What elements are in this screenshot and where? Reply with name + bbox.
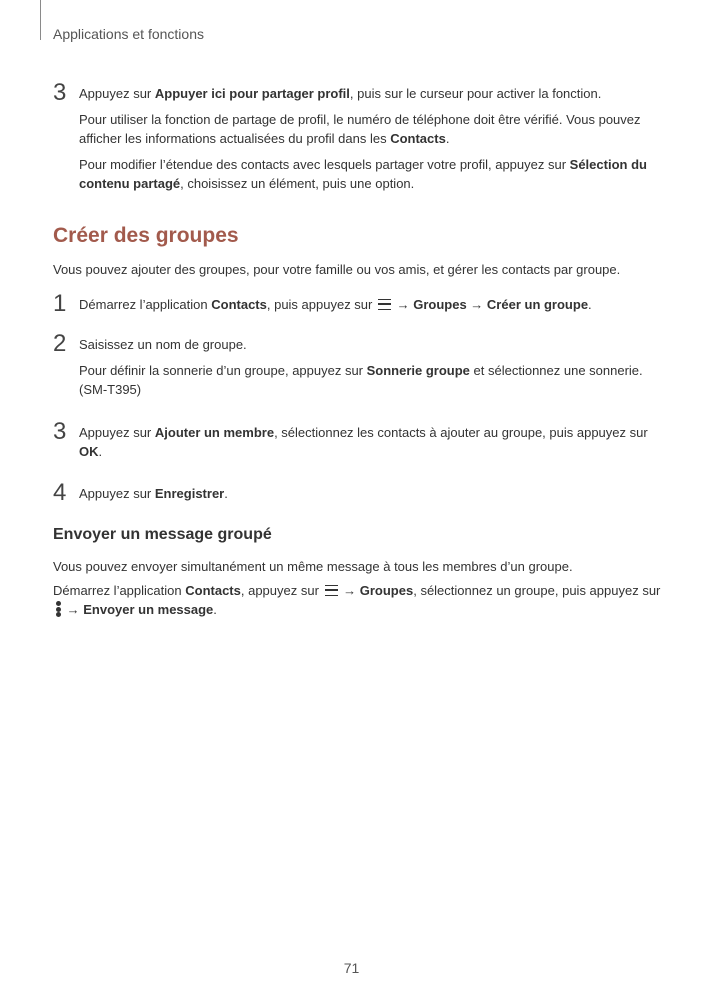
- step-text: Appuyez sur Appuyer ici pour partager profil, puis sur le curseur pour activer la fonction.: [79, 86, 602, 101]
- step-1: [53, 290, 653, 321]
- step-3-share-profile: [53, 79, 653, 200]
- step-number: 3: [53, 79, 67, 106]
- more-options-icon: [55, 601, 61, 617]
- step-2: [53, 330, 653, 406]
- page-header: Applications et fonctions: [53, 26, 204, 42]
- step-3: [53, 418, 653, 468]
- step-text: Appuyez sur Enregistrer.: [79, 486, 228, 501]
- subsection-intro: Vous pouvez envoyer simultanément un même message à tous les membres d’un groupe.: [53, 559, 573, 574]
- subsection-instructions: Démarrez l’application Contacts, appuyez sur → Groupes, sélectionnez un groupe, puis appuyez sur → Envoyer un message.: [53, 583, 661, 617]
- step-4: [53, 479, 653, 510]
- step-number: 4: [53, 479, 67, 506]
- section-intro: Vous pouvez ajouter des groupes, pour votre famille ou vos amis, et gérer les contacts par groupe.: [53, 262, 621, 277]
- header-rule: [40, 0, 41, 40]
- step-text: Appuyez sur Ajouter un membre, sélectionnez les contacts à ajouter au groupe, puis appuyez sur OK.: [79, 425, 648, 459]
- menu-icon: [325, 585, 338, 596]
- step-text: Démarrez l’application Contacts, puis appuyez sur → Groupes → Créer un groupe.: [79, 297, 592, 312]
- menu-icon: [378, 299, 391, 310]
- page-number: 71: [343, 960, 360, 976]
- step-number: 3: [53, 418, 67, 445]
- step-text: Saisissez un nom de groupe.: [79, 337, 247, 352]
- step-number: 1: [53, 290, 67, 317]
- step-note: Pour modifier l’étendue des contacts avec lesquels partager votre profil, appuyez sur Sélection du contenu partagé, choisissez un élément, puis une option.: [79, 157, 647, 191]
- section-title: Créer des groupes: [53, 224, 239, 247]
- step-note: Pour définir la sonnerie d’un groupe, appuyez sur Sonnerie groupe et sélectionnez une sonnerie. (SM-T395): [79, 363, 643, 397]
- subsection-title: Envoyer un message groupé: [53, 526, 272, 543]
- step-note: Pour utiliser la fonction de partage de profil, le numéro de téléphone doit être vérifié. Vous pouvez afficher les informations actualisées du profil dans les Contacts.: [79, 112, 641, 146]
- subsection-body: [53, 557, 663, 624]
- step-number: 2: [53, 330, 67, 357]
